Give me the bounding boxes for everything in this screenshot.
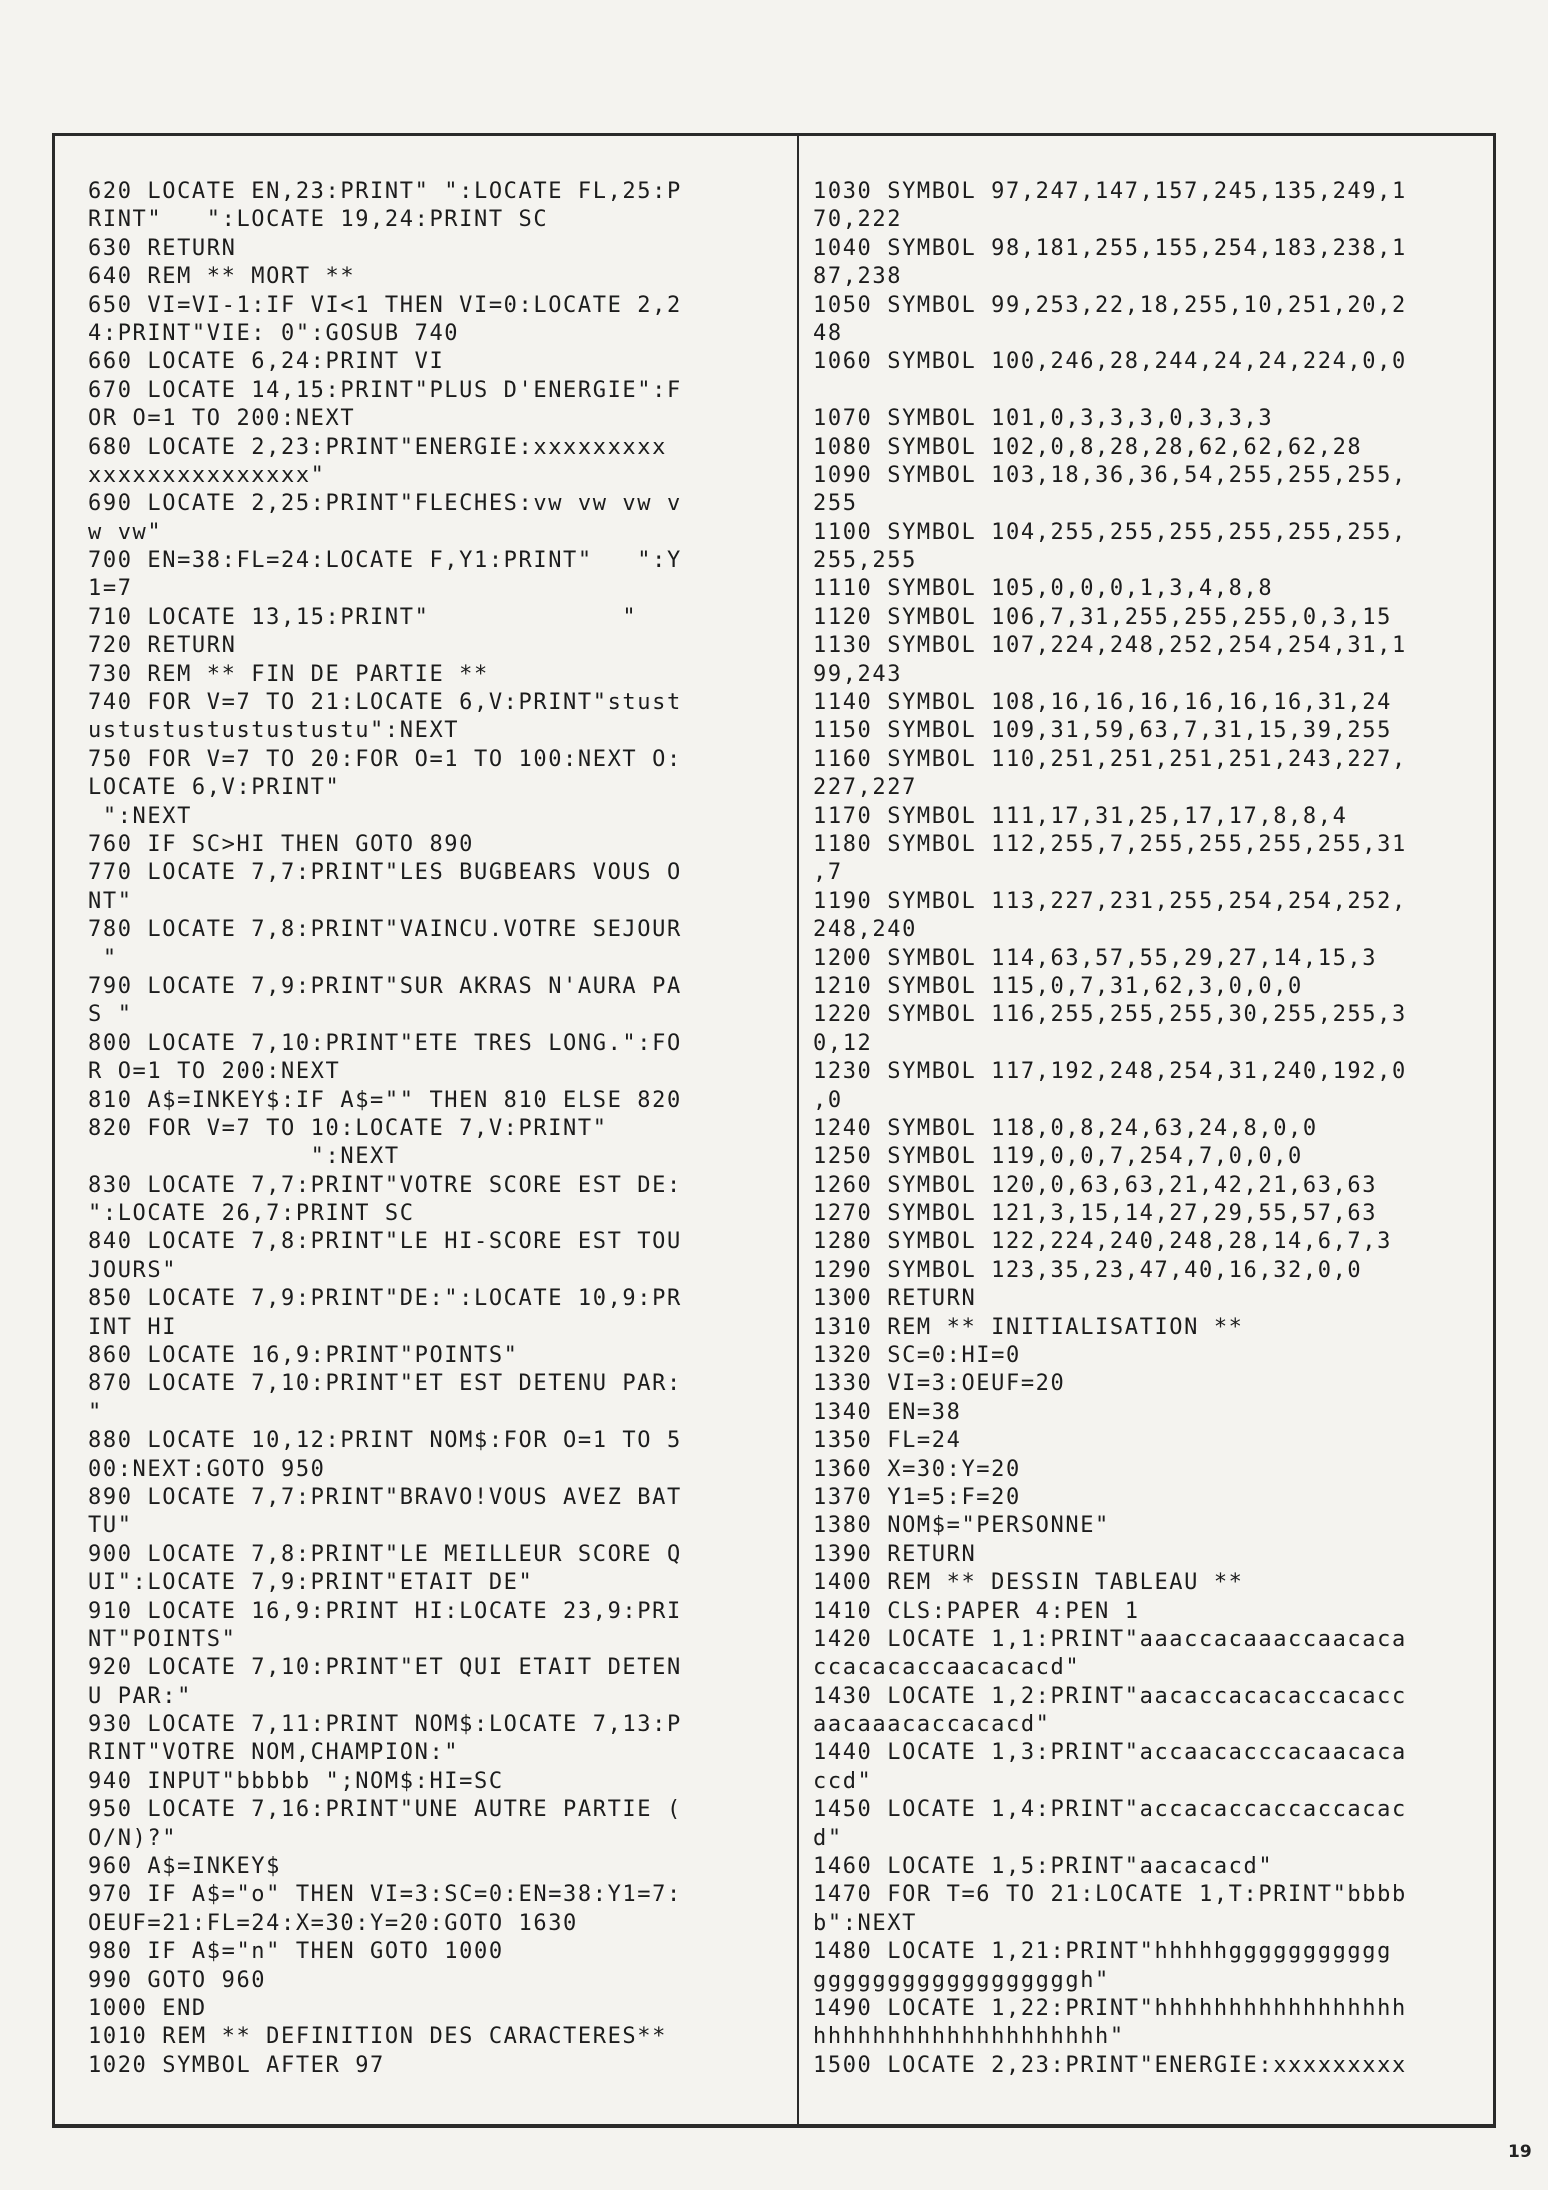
- code-line: 1140 SYMBOL 108,16,16,16,16,16,16,31,24: [813, 690, 1392, 716]
- code-line: LOCATE 6,V:PRINT": [88, 775, 341, 801]
- code-line: ":NEXT: [88, 1144, 400, 1170]
- code-line: 1260 SYMBOL 120,0,63,63,21,42,21,63,63: [813, 1172, 1378, 1198]
- code-line: 1350 FL=24: [813, 1428, 962, 1454]
- page-number: 19: [1508, 2142, 1532, 2162]
- code-line: 1420 LOCATE 1,1:PRINT"aaaccacaaaccaacaca: [813, 1626, 1407, 1652]
- code-line: UI":LOCATE 7,9:PRINT"ETAIT DE": [88, 1570, 534, 1596]
- code-line: 830 LOCATE 7,7:PRINT"VOTRE SCORE EST DE:: [88, 1172, 682, 1198]
- code-line: 1210 SYMBOL 115,0,7,31,62,3,0,0,0: [813, 973, 1303, 999]
- code-line: 980 IF A$="n" THEN GOTO 1000: [88, 1939, 504, 1965]
- code-line: 960 A$=INKEY$: [88, 1854, 281, 1880]
- code-line: 1280 SYMBOL 122,224,240,248,28,14,6,7,3: [813, 1229, 1392, 1255]
- code-line: 48: [813, 320, 843, 346]
- code-line: 1430 LOCATE 1,2:PRINT"aacaccacacaccacacc: [813, 1683, 1407, 1709]
- code-line: RINT"VOTRE NOM,CHAMPION:": [88, 1740, 460, 1766]
- code-line: 1150 SYMBOL 109,31,59,63,7,31,15,39,255: [813, 718, 1392, 744]
- code-line: 1=7: [88, 576, 133, 602]
- code-line: 760 IF SC>HI THEN GOTO 890: [88, 831, 474, 857]
- code-line: 990 GOTO 960: [88, 1967, 267, 1993]
- code-line: ccd": [813, 1768, 873, 1794]
- code-line: 910 LOCATE 16,9:PRINT HI:LOCATE 23,9:PRI: [88, 1598, 682, 1624]
- code-line: 255: [813, 491, 858, 517]
- column-divider: [797, 134, 799, 2127]
- code-line: 1500 LOCATE 2,23:PRINT"ENERGIE:xxxxxxxxx: [813, 2052, 1407, 2078]
- code-line: 970 IF A$="o" THEN VI=3:SC=0:EN=38:Y1=7:: [88, 1882, 682, 1908]
- code-line: 1130 SYMBOL 107,224,248,252,254,254,31,1: [813, 633, 1407, 659]
- code-line: 820 FOR V=7 TO 10:LOCATE 7,V:PRINT": [88, 1115, 608, 1141]
- code-line: NT"POINTS": [88, 1626, 237, 1652]
- code-line: O/N)?": [88, 1825, 178, 1851]
- code-line: 810 A$=INKEY$:IF A$="" THEN 810 ELSE 820: [88, 1087, 682, 1113]
- code-line: 1470 FOR T=6 TO 21:LOCATE 1,T:PRINT"bbbb: [813, 1882, 1407, 1908]
- code-line: 650 VI=VI-1:IF VI<1 THEN VI=0:LOCATE 2,2: [88, 292, 682, 318]
- code-line: 1200 SYMBOL 114,63,57,55,29,27,14,15,3: [813, 945, 1378, 971]
- code-line: 1010 REM ** DEFINITION DES CARACTERES**: [88, 2024, 667, 2050]
- code-line: 87,238: [813, 264, 903, 290]
- code-line: 880 LOCATE 10,12:PRINT NOM$:FOR O=1 TO 5: [88, 1428, 682, 1454]
- code-line: 1000 END: [88, 1996, 207, 2021]
- code-line: NT": [88, 888, 133, 914]
- code-line: 1310 REM ** INITIALISATION **: [813, 1314, 1244, 1340]
- code-line: xxxxxxxxxxxxxxx": [88, 462, 326, 488]
- code-line: 750 FOR V=7 TO 20:FOR O=1 TO 100:NEXT O:: [88, 746, 682, 772]
- code-line: 920 LOCATE 7,10:PRINT"ET QUI ETAIT DETEN: [88, 1655, 682, 1681]
- code-line: 740 FOR V=7 TO 21:LOCATE 6,V:PRINT"stust: [88, 690, 682, 716]
- code-line: 1340 EN=38: [813, 1399, 962, 1425]
- code-line: R O=1 TO 200:NEXT: [88, 1059, 341, 1085]
- code-line: 1390 RETURN: [813, 1541, 977, 1567]
- code-line: 70,222: [813, 207, 903, 233]
- code-line: 1180 SYMBOL 112,255,7,255,255,255,255,31: [813, 831, 1407, 857]
- code-line: 4:PRINT"VIE: 0":GOSUB 740: [88, 320, 460, 346]
- code-line: 1070 SYMBOL 101,0,3,3,3,0,3,3,3: [813, 406, 1274, 432]
- code-line: 860 LOCATE 16,9:PRINT"POINTS": [88, 1343, 519, 1369]
- code-line: 730 REM ** FIN DE PARTIE **: [88, 661, 489, 687]
- code-line: w vw": [88, 519, 163, 545]
- code-line: 1360 X=30:Y=20: [813, 1456, 1021, 1482]
- code-line: 1240 SYMBOL 118,0,8,24,63,24,8,0,0: [813, 1115, 1318, 1141]
- code-line: 690 LOCATE 2,25:PRINT"FLECHES:vw vw vw v: [88, 491, 682, 517]
- code-line: 780 LOCATE 7,8:PRINT"VAINCU.VOTRE SEJOUR: [88, 917, 682, 943]
- code-line: 800 LOCATE 7,10:PRINT"ETE TRES LONG.":FO: [88, 1030, 682, 1056]
- code-line: 1300 RETURN: [813, 1286, 977, 1312]
- code-line: 1190 SYMBOL 113,227,231,255,254,254,252,: [813, 888, 1407, 914]
- code-line: 1400 REM ** DESSIN TABLEAU **: [813, 1570, 1244, 1596]
- code-line: JOURS": [88, 1257, 178, 1283]
- code-line: OR O=1 TO 200:NEXT: [88, 406, 356, 432]
- code-line: 1220 SYMBOL 116,255,255,255,30,255,255,3: [813, 1002, 1407, 1028]
- code-line: 1370 Y1=5:F=20: [813, 1484, 1021, 1510]
- code-line: aacaaacaccacacd": [813, 1712, 1051, 1738]
- code-line: 1270 SYMBOL 121,3,15,14,27,29,55,57,63: [813, 1201, 1378, 1227]
- code-line: [813, 377, 1503, 405]
- code-line: 1080 SYMBOL 102,0,8,28,28,62,62,62,28: [813, 434, 1363, 460]
- code-line: 1440 LOCATE 1,3:PRINT"accaacacccacaacaca: [813, 1740, 1407, 1766]
- code-line: 1380 NOM$="PERSONNE": [813, 1513, 1110, 1539]
- code-line: ": [88, 1399, 103, 1425]
- code-line: hhhhhhhhhhhhhhhhhhhh": [813, 2024, 1125, 2050]
- code-line: ,0: [813, 1087, 843, 1113]
- code-line: 1160 SYMBOL 110,251,251,251,251,243,227,: [813, 746, 1407, 772]
- code-line: 700 EN=38:FL=24:LOCATE F,Y1:PRINT" ":Y: [88, 548, 682, 574]
- code-line: 248,240: [813, 917, 917, 943]
- code-line: 1490 LOCATE 1,22:PRINT"hhhhhhhhhhhhhhhhh: [813, 1996, 1407, 2021]
- code-line: ":NEXT: [88, 803, 192, 829]
- code-line: 1410 CLS:PAPER 4:PEN 1: [813, 1598, 1140, 1624]
- code-line: 99,243: [813, 661, 903, 687]
- code-line: 1110 SYMBOL 105,0,0,0,1,3,4,8,8: [813, 576, 1274, 602]
- code-line: RINT" ":LOCATE 19,24:PRINT SC: [88, 207, 549, 233]
- code-line: 1120 SYMBOL 106,7,31,255,255,255,0,3,15: [813, 604, 1392, 630]
- code-line: 940 INPUT"bbbbb ";NOM$:HI=SC: [88, 1768, 504, 1794]
- code-line: 1030 SYMBOL 97,247,147,157,245,135,249,1: [813, 179, 1407, 204]
- code-line: S ": [88, 1002, 133, 1028]
- code-line: 1330 VI=3:OEUF=20: [813, 1371, 1066, 1397]
- code-line: 1250 SYMBOL 119,0,0,7,254,7,0,0,0: [813, 1144, 1303, 1170]
- code-line: 630 RETURN: [88, 235, 237, 261]
- code-line: ustustustustustustu":NEXT: [88, 718, 460, 744]
- code-line: 1060 SYMBOL 100,246,28,244,24,24,224,0,0: [813, 349, 1407, 375]
- code-line: 1230 SYMBOL 117,192,248,254,31,240,192,0: [813, 1059, 1407, 1085]
- code-line: 890 LOCATE 7,7:PRINT"BRAVO!VOUS AVEZ BAT: [88, 1484, 682, 1510]
- code-line: 900 LOCATE 7,8:PRINT"LE MEILLEUR SCORE Q: [88, 1541, 682, 1567]
- code-line: 1450 LOCATE 1,4:PRINT"accacaccaccaccacac: [813, 1797, 1407, 1823]
- code-line: 710 LOCATE 13,15:PRINT" ": [88, 604, 638, 630]
- code-line: 680 LOCATE 2,23:PRINT"ENERGIE:xxxxxxxxx: [88, 434, 667, 460]
- listing-column-left: [88, 178, 788, 2080]
- code-line: ": [88, 945, 118, 971]
- code-line: ,7: [813, 860, 843, 886]
- code-line: 1090 SYMBOL 103,18,36,36,54,255,255,255,: [813, 462, 1407, 488]
- code-line: 850 LOCATE 7,9:PRINT"DE:":LOCATE 10,9:PR: [88, 1286, 682, 1312]
- code-line: 870 LOCATE 7,10:PRINT"ET EST DETENU PAR:: [88, 1371, 682, 1397]
- code-line: ggggggggggggggggggh": [813, 1967, 1110, 1993]
- code-line: 1170 SYMBOL 111,17,31,25,17,17,8,8,4: [813, 803, 1348, 829]
- code-line: 620 LOCATE EN,23:PRINT" ":LOCATE FL,25:P: [88, 179, 682, 204]
- code-line: 255,255: [813, 548, 917, 574]
- code-line: 0,12: [813, 1030, 873, 1056]
- code-line: 1460 LOCATE 1,5:PRINT"aacacacd": [813, 1854, 1274, 1880]
- code-line: 1040 SYMBOL 98,181,255,155,254,183,238,1: [813, 235, 1407, 261]
- code-line: 930 LOCATE 7,11:PRINT NOM$:LOCATE 7,13:P: [88, 1712, 682, 1738]
- code-line: OEUF=21:FL=24:X=30:Y=20:GOTO 1630: [88, 1910, 578, 1936]
- code-line: 1480 LOCATE 1,21:PRINT"hhhhhggggggggggg: [813, 1939, 1392, 1965]
- code-line: ccacacaccaacacacd": [813, 1655, 1081, 1681]
- code-line: d": [813, 1825, 843, 1851]
- code-line: 770 LOCATE 7,7:PRINT"LES BUGBEARS VOUS O: [88, 860, 682, 886]
- code-line: 840 LOCATE 7,8:PRINT"LE HI-SCORE EST TOU: [88, 1229, 682, 1255]
- code-line: 227,227: [813, 775, 917, 801]
- code-line: 1050 SYMBOL 99,253,22,18,255,10,251,20,2: [813, 292, 1407, 318]
- code-line: b":NEXT: [813, 1910, 917, 1936]
- code-line: 720 RETURN: [88, 633, 237, 659]
- code-line: 790 LOCATE 7,9:PRINT"SUR AKRAS N'AURA PA: [88, 973, 682, 999]
- code-line: U PAR:": [88, 1683, 192, 1709]
- code-line: 950 LOCATE 7,16:PRINT"UNE AUTRE PARTIE (: [88, 1797, 682, 1823]
- code-line: 660 LOCATE 6,24:PRINT VI: [88, 349, 445, 375]
- code-line: 670 LOCATE 14,15:PRINT"PLUS D'ENERGIE":F: [88, 377, 682, 403]
- code-line: 1290 SYMBOL 123,35,23,47,40,16,32,0,0: [813, 1257, 1363, 1283]
- code-line: 1100 SYMBOL 104,255,255,255,255,255,255,: [813, 519, 1407, 545]
- listing-column-right: [813, 178, 1503, 2080]
- code-line: 640 REM ** MORT **: [88, 264, 356, 290]
- code-line: INT HI: [88, 1314, 178, 1340]
- code-line: ":LOCATE 26,7:PRINT SC: [88, 1201, 415, 1227]
- code-line: TU": [88, 1513, 133, 1539]
- code-line: 1020 SYMBOL AFTER 97: [88, 2052, 385, 2078]
- code-line: 00:NEXT:GOTO 950: [88, 1456, 326, 1482]
- code-line: 1320 SC=0:HI=0: [813, 1343, 1021, 1369]
